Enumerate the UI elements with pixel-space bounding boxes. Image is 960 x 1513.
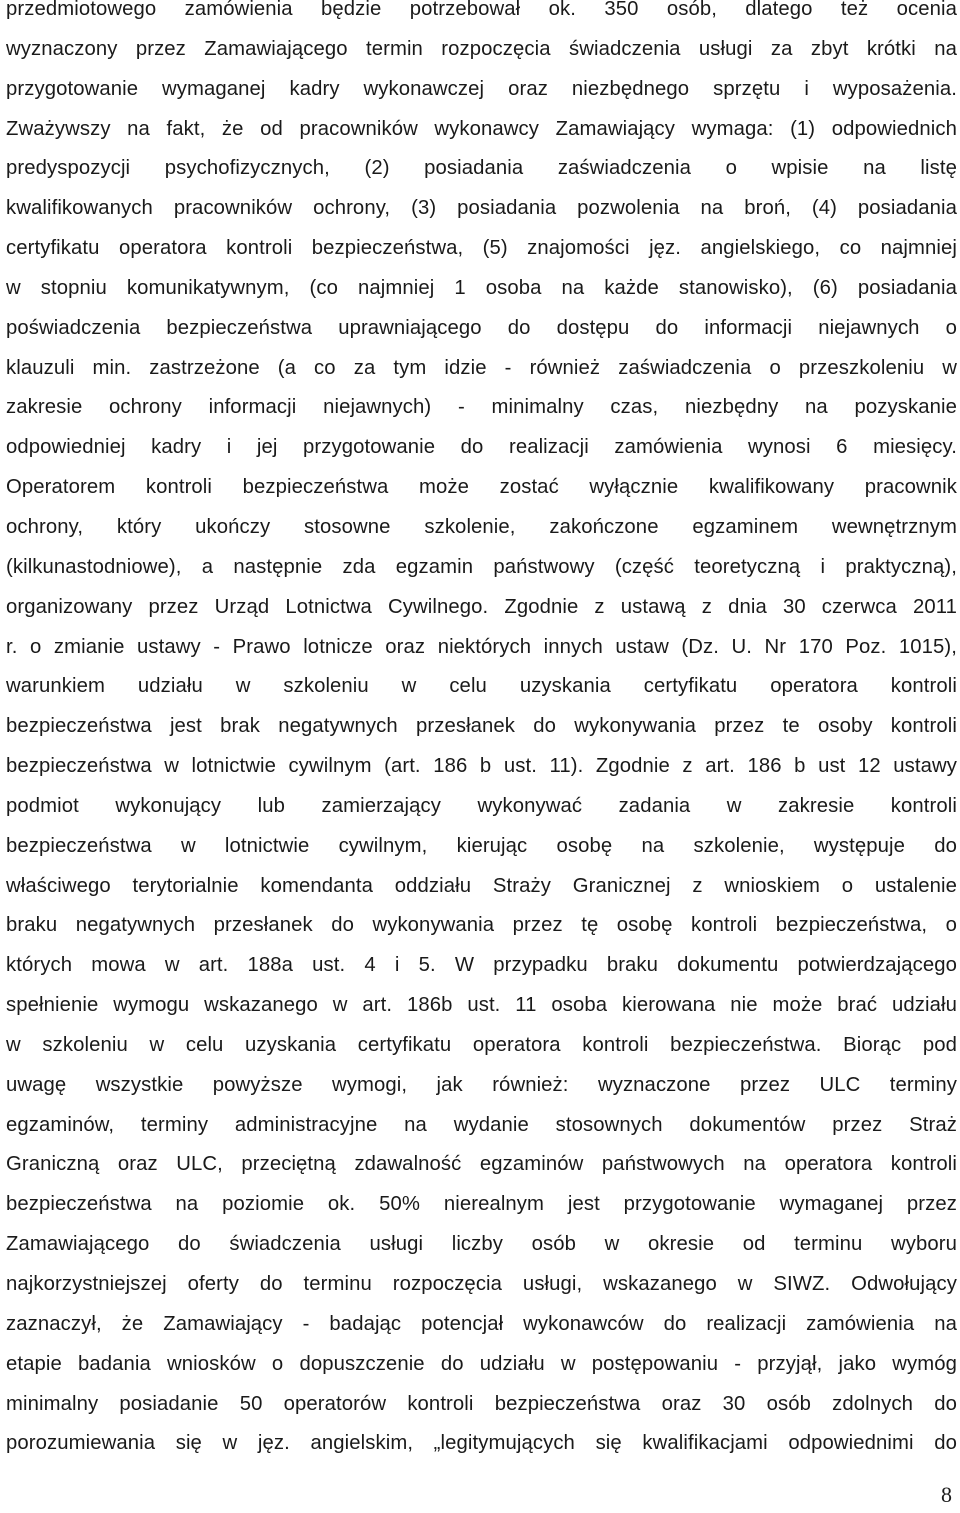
text-line: minimalny posiadanie 50 operatorów kontroli bezpieczeństwa oraz 30 osób zdolnych do [6, 1392, 957, 1415]
text-line: klauzuli min. zastrzeżone (a co za tym idzie - również zaświadczenia o przeszkoleniu w [6, 356, 957, 379]
text-line: Zamawiającego do świadczenia usługi liczby osób w okresie od terminu wyboru [6, 1233, 957, 1256]
text-line: bezpieczeństwa w lotnictwie cywilnym (art. 186 b ust. 11). Zgodnie z art. 186 b ust 12 ustawy [6, 755, 957, 778]
text-line: w szkoleniu w celu uzyskania certyfikatu operatora kontroli bezpieczeństwa. Biorąc pod [6, 1033, 957, 1056]
text-line: r. o zmianie ustawy - Prawo lotnicze oraz niektórych innych ustaw (Dz. U. Nr 170 Poz. 1015), [6, 635, 957, 658]
text-line: spełnienie wymogu wskazanego w art. 186b ust. 11 osoba kierowana nie może brać udziału [6, 994, 957, 1017]
page-number: 8 [941, 1482, 952, 1507]
text-line: certyfikatu operatora kontroli bezpieczeństwa, (5) znajomości jęz. angielskiego, co najmniej [6, 237, 957, 260]
text-line: Zważywszy na fakt, że od pracowników wykonawcy Zamawiający wymaga: (1) odpowiednich [6, 117, 957, 140]
text-line: egzaminów, terminy administracyjne na wydanie stosownych dokumentów przez Straż [6, 1113, 957, 1136]
text-line: porozumiewania się w jęz. angielskim, „legitymujących się kwalifikacjami odpowiednimi do [6, 1432, 957, 1455]
text-line: przygotowanie wymaganej kadry wykonawczej oraz niezbędnego sprzętu i wyposażenia. [6, 77, 957, 100]
text-line: kwalifikowanych pracowników ochrony, (3) posiadania pozwolenia na broń, (4) posiadania [6, 197, 957, 220]
text-line: najkorzystniejszej oferty do terminu rozpoczęcia usługi, wskazanego w SIWZ. Odwołujący [6, 1273, 957, 1295]
text-line: właściwego terytorialnie komendanta oddziału Straży Granicznej z wnioskiem o ustalenie [6, 874, 957, 897]
text-line: uwagę wszystkie powyższe wymogi, jak również: wyznaczone przez ULC terminy [6, 1073, 957, 1096]
text-line: Graniczną oraz ULC, przeciętną zdawalność egzaminów państwowych na operatora kontroli [6, 1153, 957, 1176]
text-line: w stopniu komunikatywnym, (co najmniej 1 osoba na każde stanowisko), (6) posiadania [6, 276, 957, 299]
text-line: (kilkunastodniowe), a następnie zda egzamin państwowy (część teoretyczną i praktyczną), [6, 555, 957, 578]
text-line: poświadczenia bezpieczeństwa uprawniającego do dostępu do informacji niejawnych o [6, 316, 957, 339]
text-line: etapie badania wniosków o dopuszczenie do udziału w postępowaniu - przyjął, jako wymóg [6, 1352, 957, 1375]
text-line: warunkiem udziału w szkoleniu w celu uzyskania certyfikatu operatora kontroli [6, 675, 957, 698]
text-line: przedmiotowego zamówienia będzie potrzebował ok. 350 osób, dlatego też ocenia [6, 0, 957, 20]
text-line: zakresie ochrony informacji niejawnych) - minimalny czas, niezbędny na pozyskanie [6, 396, 957, 419]
text-line: podmiot wykonujący lub zamierzający wykonywać zadania w zakresie kontroli [6, 794, 957, 817]
text-line: predyspozycji psychofizycznych, (2) posiadania zaświadczenia o wpisie na listę [6, 157, 957, 180]
text-line: Operatorem kontroli bezpieczeństwa może zostać wyłącznie kwalifikowany pracownik [6, 476, 957, 499]
text-line: braku negatywnych przesłanek do wykonywania przez tę osobę kontroli bezpieczeństwa, o [6, 914, 957, 937]
text-line: bezpieczeństwa na poziomie ok. 50% nierealnym jest przygotowanie wymaganej przez [6, 1193, 957, 1216]
text-line: odpowiedniej kadry i jej przygotowanie do realizacji zamówienia wynosi 6 miesięcy. [6, 436, 957, 459]
text-line: bezpieczeństwa jest brak negatywnych przesłanek do wykonywania przez te osoby kontroli [6, 715, 957, 738]
text-line: zaznaczył, że Zamawiający - badając potencjał wykonawców do realizacji zamówienia na [6, 1312, 957, 1335]
text-line: wyznaczony przez Zamawiającego termin rozpoczęcia świadczenia usługi za zbyt krótki na [6, 37, 957, 60]
text-line: których mowa w art. 188a ust. 4 i 5. W przypadku braku dokumentu potwierdzającego [6, 954, 957, 977]
text-line: organizowany przez Urząd Lotnictwa Cywilnego. Zgodnie z ustawą z dnia 30 czerwca 2011 [6, 595, 957, 618]
body-paragraph [6, 0, 957, 1464]
text-line: ochrony, który ukończy stosowne szkolenie, zakończone egzaminem wewnętrznym [6, 515, 957, 538]
text-line: bezpieczeństwa w lotnictwie cywilnym, kierując osobę na szkolenie, występuje do [6, 834, 957, 857]
